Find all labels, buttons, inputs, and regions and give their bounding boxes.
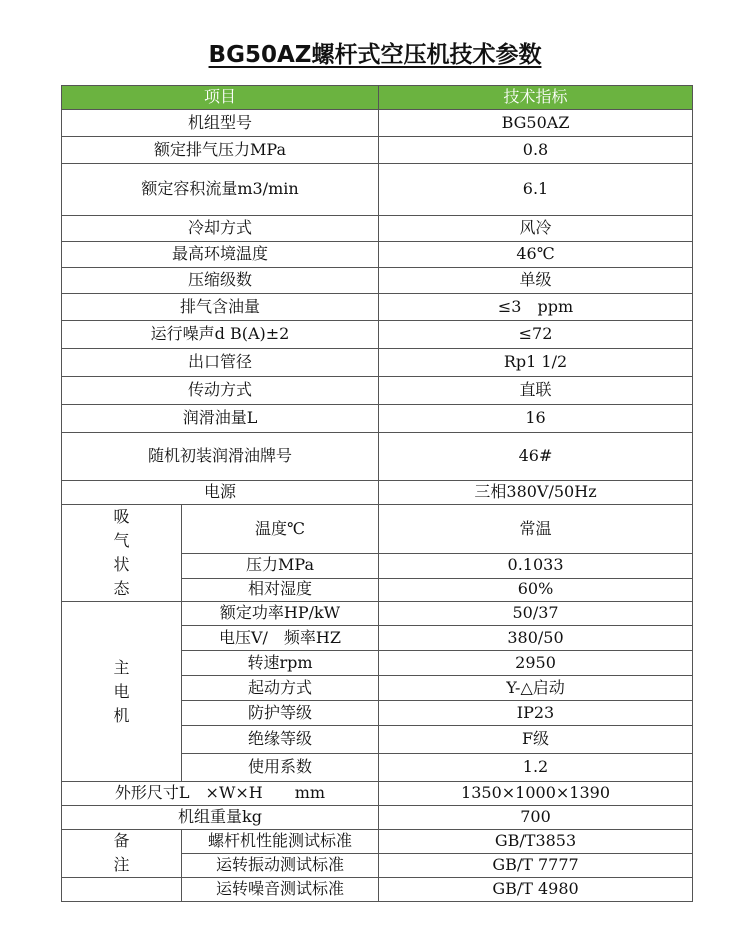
row-label: 相对湿度 — [182, 578, 379, 602]
row-value: 6.1 — [379, 164, 693, 216]
row-value: 三相380V/50Hz — [379, 481, 693, 505]
row-value: Rp1 1/2 — [379, 349, 693, 377]
table-row — [62, 216, 693, 242]
row-label: 随机初装润滑油牌号 — [62, 433, 379, 481]
table-row — [62, 110, 693, 137]
motor-group-label — [62, 602, 182, 782]
row-label: 压缩级数 — [62, 268, 379, 294]
row-label: 运行噪声d B(A)±2 — [62, 321, 379, 349]
page-title — [0, 36, 750, 69]
row-value: GB/T3853 — [379, 830, 693, 854]
row-label: 电源 — [62, 481, 379, 505]
row-label: 防护等级 — [182, 701, 379, 726]
row-value: 16 — [379, 405, 693, 433]
row-value: 0.1033 — [379, 554, 693, 579]
row-value: F级 — [379, 726, 693, 754]
row-value: 0.8 — [379, 137, 693, 164]
row-value: BG50AZ — [379, 110, 693, 137]
row-value: GB/T 7777 — [379, 854, 693, 878]
row-label: 运转振动测试标准 — [182, 854, 379, 878]
row-label: 机组重量kg — [62, 806, 379, 830]
row-value: 直联 — [379, 377, 693, 405]
row-value: ≤72 — [379, 321, 693, 349]
row-value: 50/37 — [379, 602, 693, 626]
group-char: 状 — [113, 555, 130, 574]
table-row — [62, 782, 693, 806]
page-title-text: BG50AZ螺杆式空压机技术参数 — [208, 42, 542, 68]
table-row — [62, 349, 693, 377]
row-value: 2950 — [379, 651, 693, 676]
row-value: 风冷 — [379, 216, 693, 242]
row-value: 46# — [379, 433, 693, 481]
row-value: 1350×1000×1390 — [379, 782, 693, 806]
table-row — [62, 164, 693, 216]
table-row — [62, 433, 693, 481]
group-char: 态 — [113, 579, 130, 598]
row-label: 电压V/ 频率HZ — [182, 626, 379, 651]
table-row — [62, 137, 693, 164]
row-label: 传动方式 — [62, 377, 379, 405]
row-label: 排气含油量 — [62, 294, 379, 321]
row-value: Y-△启动 — [379, 676, 693, 701]
table-row — [62, 481, 693, 505]
table-row — [62, 405, 693, 433]
header-spec: 技术指标 — [379, 86, 693, 110]
table-row — [62, 321, 693, 349]
row-label: 起动方式 — [182, 676, 379, 701]
table-row — [62, 377, 693, 405]
row-label: 绝缘等级 — [182, 726, 379, 754]
row-value: 60% — [379, 578, 693, 602]
row-label: 额定排气压力MPa — [62, 137, 379, 164]
row-value: 700 — [379, 806, 693, 830]
group-char: 机 — [113, 705, 130, 725]
row-label: 出口管径 — [62, 349, 379, 377]
row-label: 外形尺寸L ×W×H mm — [62, 782, 379, 806]
row-value: 常温 — [379, 505, 693, 554]
row-value: GB/T 4980 — [379, 878, 693, 902]
header-row — [62, 86, 693, 110]
spec-table — [61, 85, 693, 902]
table-row — [62, 268, 693, 294]
row-label: 压力MPa — [182, 554, 379, 579]
row-label: 额定容积流量m3/min — [62, 164, 379, 216]
row-value: 46℃ — [379, 242, 693, 268]
row-label: 使用系数 — [182, 754, 379, 782]
intake-group-label — [62, 505, 182, 602]
row-label: 润滑油量L — [62, 405, 379, 433]
header-item: 项目 — [62, 86, 379, 110]
group-char: 气 — [113, 531, 130, 550]
table-row — [62, 294, 693, 321]
group-char: 吸 — [113, 507, 130, 526]
table-row — [62, 242, 693, 268]
table-row — [62, 878, 693, 902]
notes-group-label-top: 备 — [62, 830, 182, 854]
table-row — [62, 505, 693, 554]
table-row — [62, 602, 693, 626]
row-label: 冷却方式 — [62, 216, 379, 242]
row-value: IP23 — [379, 701, 693, 726]
group-char: 电 — [113, 681, 130, 701]
row-label: 机组型号 — [62, 110, 379, 137]
row-label: 额定功率HP/kW — [182, 602, 379, 626]
table-row — [62, 806, 693, 830]
row-label: 螺杆机性能测试标准 — [182, 830, 379, 854]
table-row — [62, 854, 693, 878]
row-value: 1.2 — [379, 754, 693, 782]
table-row — [62, 830, 693, 854]
notes-group-empty — [62, 878, 182, 902]
notes-group-label-bottom: 注 — [62, 854, 182, 878]
group-char: 主 — [113, 657, 130, 677]
row-value: ≤3 ppm — [379, 294, 693, 321]
row-label: 运转噪音测试标准 — [182, 878, 379, 902]
row-label: 最高环境温度 — [62, 242, 379, 268]
row-value: 380/50 — [379, 626, 693, 651]
row-value: 单级 — [379, 268, 693, 294]
row-label: 温度℃ — [182, 505, 379, 554]
row-label: 转速rpm — [182, 651, 379, 676]
